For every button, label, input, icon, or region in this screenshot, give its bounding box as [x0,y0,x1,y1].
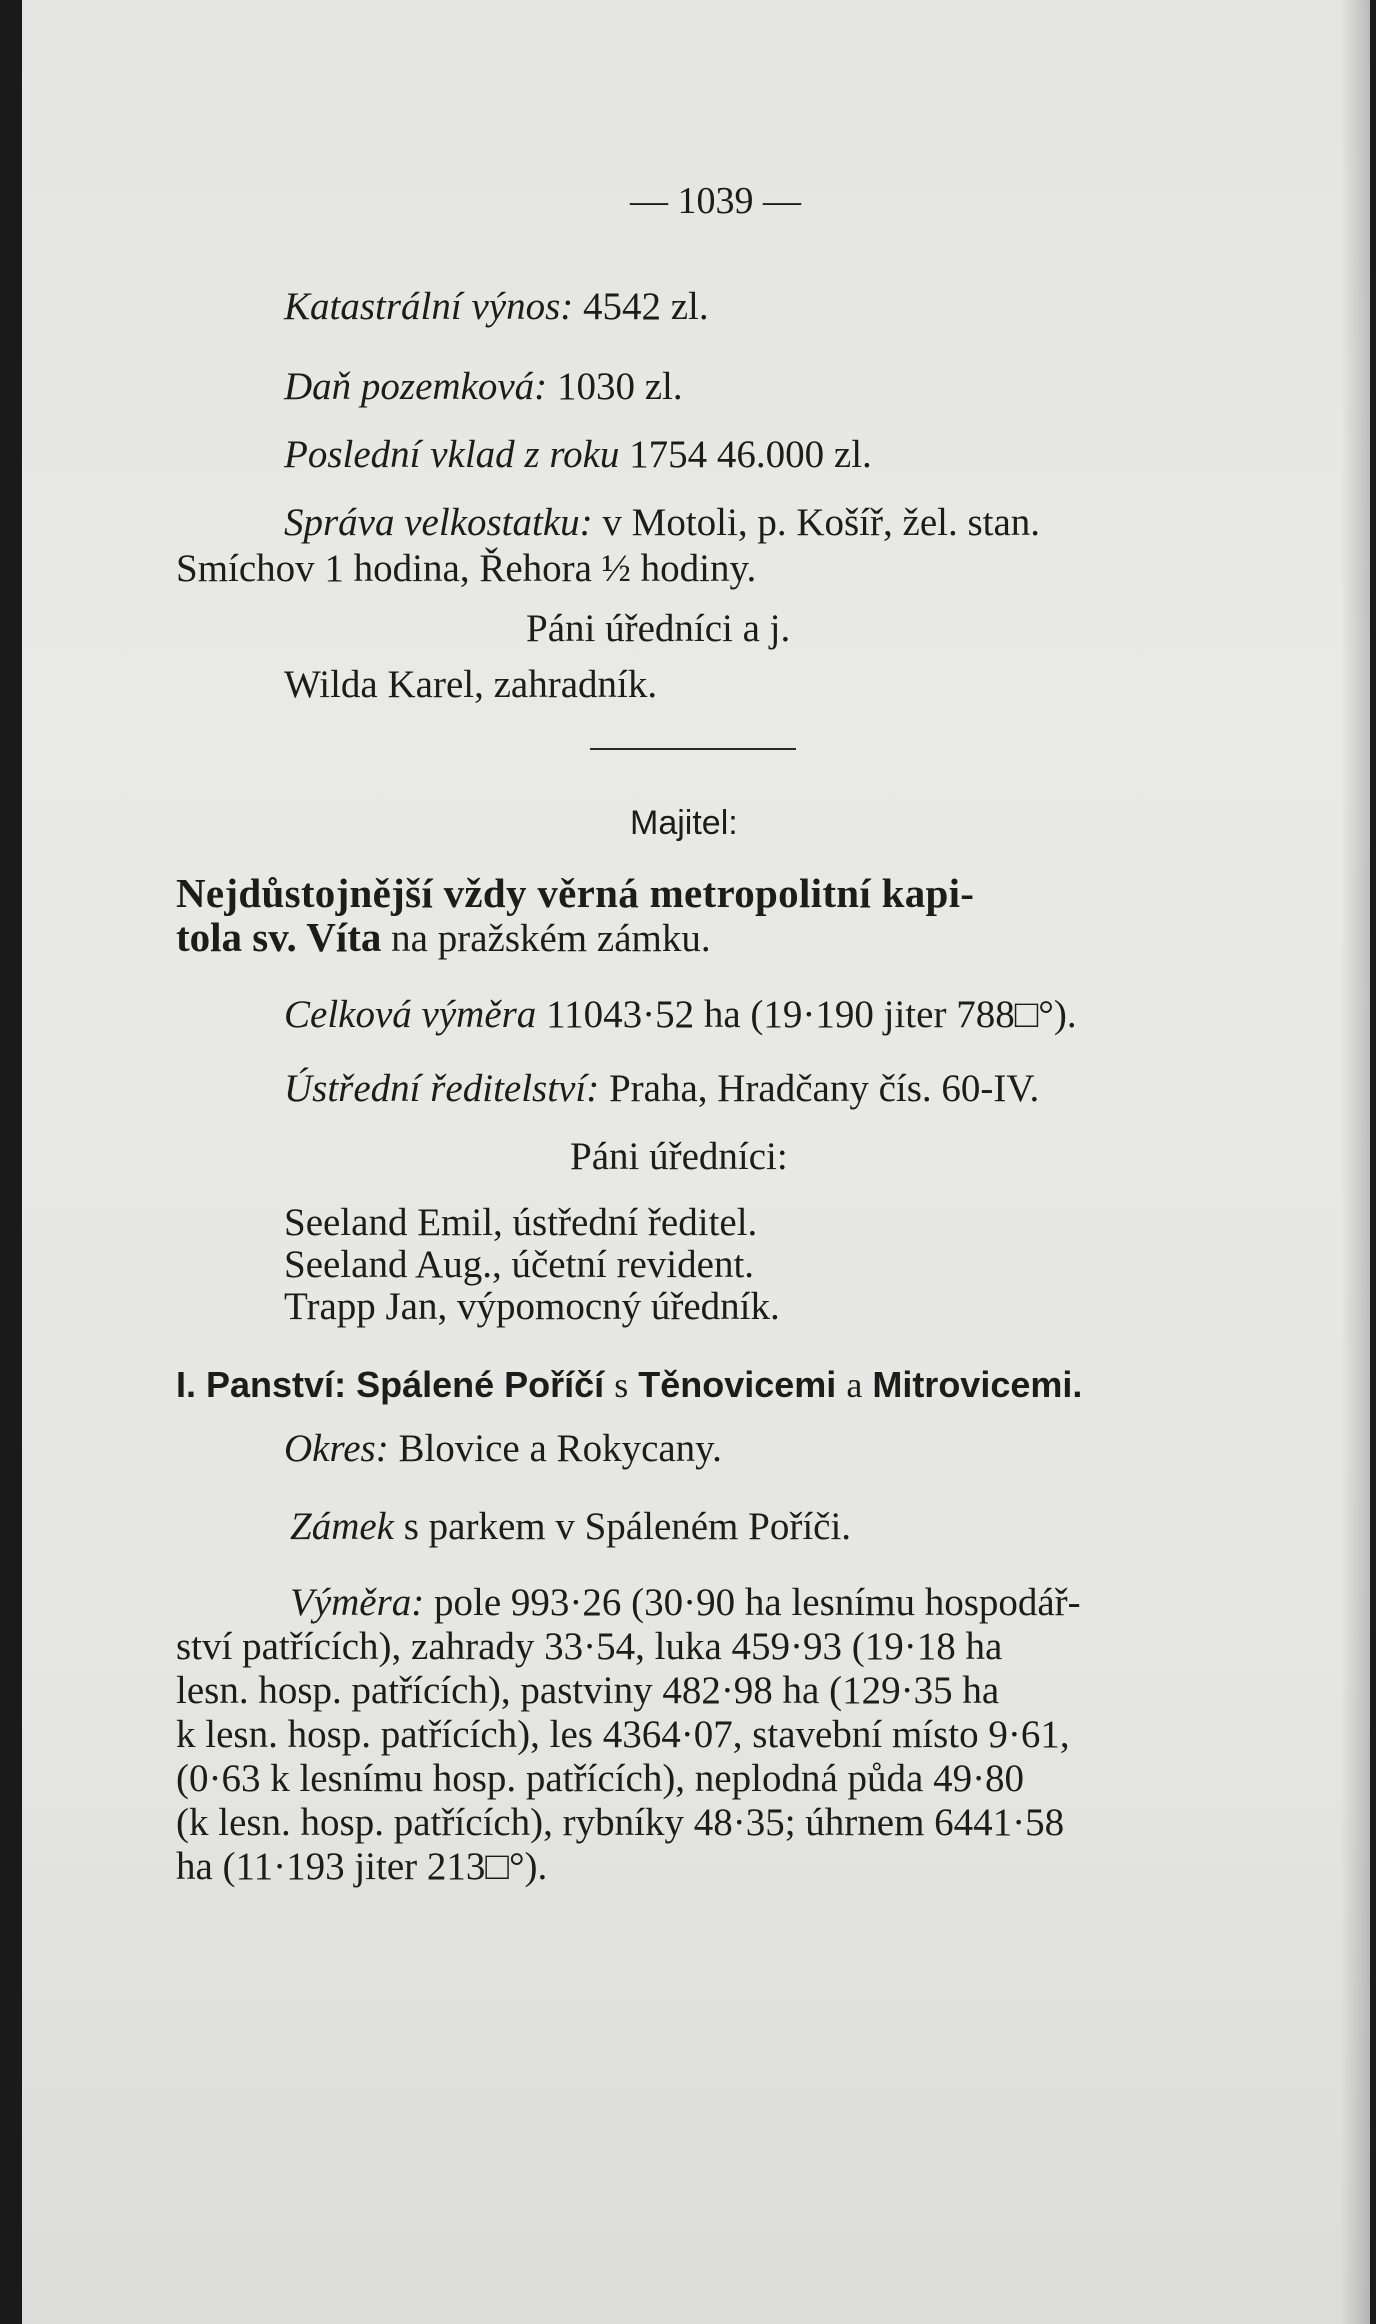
zamek-value: s parkem v Spáleném Poříči. [403,1505,852,1548]
page-edge-shadow [1340,0,1370,2324]
page-number: — 1039 — [630,180,801,222]
panstvi-join: s [614,1365,629,1405]
okres-line [284,1426,722,1472]
sprava-line-2: Smíchov 1 hodina, Řehora ½ hodiny. [176,547,757,590]
zamek-label: Zámek [290,1505,394,1548]
vymera-line-1 [290,1580,1081,1626]
staff-entry: Trapp Jan, výpomocný úředník. [284,1285,780,1328]
panstvi-name: Spálené Poříčí [356,1364,605,1405]
vymera-line: (0·63 k lesnímu hosp. patřících), neplodná půda 49·80 [176,1757,1025,1800]
staff-entry: Seeland Emil, ústřední ředitel. [284,1201,758,1244]
reditelstvi-line [284,1066,1039,1112]
panstvi-prefix: I. Panství: [176,1364,347,1405]
okres-value: Blovice a Rokycany. [398,1427,722,1470]
majitel-heading: Majitel: [630,804,738,842]
vymera-total-label: Celková výměra [284,993,537,1036]
dan-value: 1030 zl. [556,365,683,408]
vklad-value: 1754 46.000 zl. [629,433,872,476]
okres-label: Okres: [284,1427,389,1470]
book-page [22,0,1370,2324]
panstvi-heading [176,1362,1082,1408]
reditelstvi-value: Praha, Hradčany čís. 60-IV. [608,1067,1040,1110]
vymera-line: ha (11·193 jiter 213□°). [176,1845,548,1888]
sprava-label: Správa velkostatku: [284,501,593,544]
owner-location: na pražském zámku. [391,917,711,960]
reditelstvi-label: Ústřední ředitelství: [284,1067,600,1110]
owner-line-1: Nejdůstojnější vždy věrná metropolitní kapi- [176,870,975,916]
urednici-heading-1: Páni úředníci a j. [526,607,791,650]
vymera-line: k lesn. hosp. patřících), les 4364·07, stavební místo 9·61, [176,1713,1070,1756]
vymera-label: Výměra: [290,1581,425,1624]
urednici-heading-2: Páni úředníci: [570,1135,788,1178]
staff-entry: Seeland Aug., účetní revident. [284,1243,755,1286]
owner-name-bold: tola sv. Víta [176,914,382,960]
dan-label: Daň pozemková: [284,365,548,408]
zamek-line [290,1504,851,1550]
vymera-line: lesn. hosp. patřících), pastviny 482·98 ha (129·35 ha [176,1669,1000,1712]
panstvi-name-2: Těnovicemi [638,1364,837,1405]
section-divider [590,748,796,750]
katastr-label: Katastrální výnos: [284,285,574,328]
owner-line-2 [176,914,711,962]
panstvi-join-2: a [846,1365,863,1405]
sprava-value: v Motoli, p. Košíř, žel. stan. [602,501,1041,544]
vklad-label: Poslední vklad z roku [284,433,620,476]
dan-line [284,364,683,410]
vymera-total-line [284,992,1077,1038]
katastr-line [284,284,709,330]
sprava-line-1 [284,500,1040,546]
vymera-total-value: 11043·52 ha (19·190 jiter 788□°). [546,993,1077,1036]
vymera-line: (k lesn. hosp. patřících), rybníky 48·35; úhrnem 6441·58 [176,1801,1065,1844]
staff-entry: Wilda Karel, zahradník. [284,663,658,706]
vklad-line [284,432,872,478]
katastr-value: 4542 zl. [583,285,709,328]
vymera-line: ství patřících), zahrady 33·54, luka 459·93 (19·18 ha [176,1625,1003,1668]
panstvi-name-3: Mitrovicemi. [872,1364,1083,1405]
vymera-text: pole 993·26 (30·90 ha lesnímu hospodář- [434,1581,1081,1624]
